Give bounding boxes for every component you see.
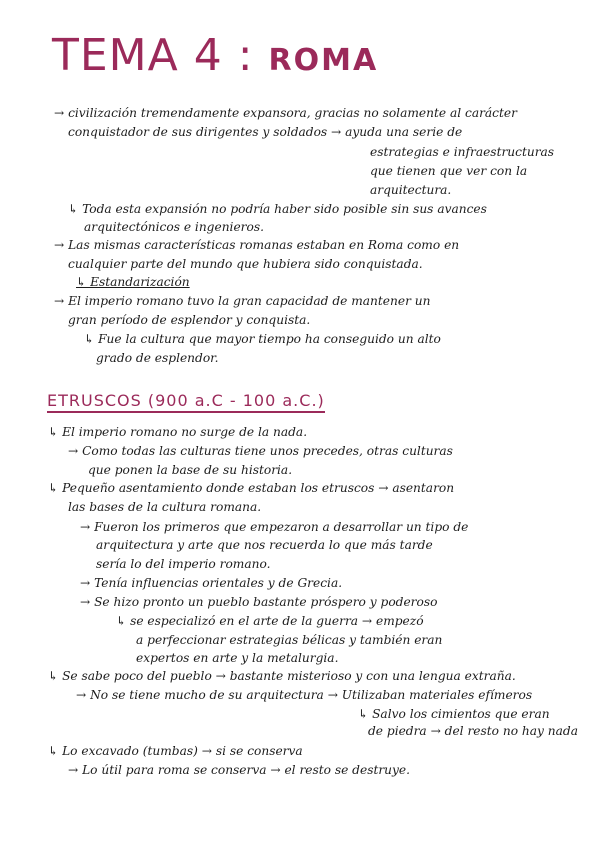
page-title bbox=[52, 30, 378, 81]
note-line: → Se hizo pronto un pueblo bastante próspero y poderoso bbox=[80, 595, 438, 609]
note-line: ↳ El imperio romano no surge de la nada. bbox=[48, 425, 308, 439]
note-line: a perfeccionar estrategias bélicas y también eran bbox=[136, 633, 443, 647]
note-line: ↳ se especializó en el arte de la guerra → empezó bbox=[116, 614, 424, 628]
note-line: arquitectura. bbox=[370, 183, 452, 197]
note-line-underlined: ↳ Estandarización bbox=[76, 275, 190, 289]
note-line: arquitectura y arte que nos recuerda lo que más tarde bbox=[96, 538, 433, 552]
note-line: ↳ Lo excavado (tumbas) → si se conserva bbox=[48, 744, 303, 758]
note-line: ↳ Toda esta expansión no podría haber sido posible sin sus avances bbox=[68, 202, 487, 216]
note-line: → Fueron los primeros que empezaron a desarrollar un tipo de bbox=[80, 520, 469, 534]
note-line: → Como todas las culturas tiene unos precedes, otras culturas bbox=[68, 444, 453, 458]
note-line: conquistador de sus dirigentes y soldados → ayuda una serie de bbox=[68, 125, 463, 139]
note-line: → Las mismas características romanas estaban en Roma como en bbox=[54, 238, 460, 252]
note-line: ↳ Fue la cultura que mayor tiempo ha conseguido un alto bbox=[84, 332, 441, 346]
note-line: grado de esplendor. bbox=[96, 351, 219, 365]
note-line: arquitectónicos e ingenieros. bbox=[84, 220, 264, 234]
note-line: que tienen que ver con la bbox=[370, 164, 528, 178]
note-line: ↳ Se sabe poco del pueblo → bastante misterioso y con una lengua extraña. bbox=[48, 669, 516, 683]
note-line: las bases de la cultura romana. bbox=[68, 500, 262, 514]
note-line: → Tenía influencias orientales y de Grecia. bbox=[80, 576, 343, 590]
note-line: cualquier parte del mundo que hubiera sido conquistada. bbox=[68, 257, 423, 271]
note-line: → No se tiene mucho de su arquitectura → Utilizaban materiales efímeros bbox=[76, 688, 533, 702]
note-line: ↳ Pequeño asentamiento donde estaban los etruscos → asentaron bbox=[48, 481, 455, 495]
section-heading: ETRUSCOS (900 a.C - 100 a.C.) bbox=[47, 391, 325, 413]
title-main: TEMA 4 : bbox=[52, 30, 269, 81]
note-line: que ponen la base de su historia. bbox=[88, 463, 293, 477]
note-line: sería lo del imperio romano. bbox=[96, 557, 271, 571]
note-line: ↳ Salvo los cimientos que eran bbox=[358, 707, 550, 721]
note-line: gran período de esplendor y conquista. bbox=[68, 313, 311, 327]
note-line: expertos en arte y la metalurgia. bbox=[136, 651, 339, 665]
note-line: → Lo útil para roma se conserva → el resto se destruye. bbox=[68, 763, 410, 777]
note-line: → civilización tremendamente expansora, gracias no solamente al carácter bbox=[54, 106, 517, 120]
note-line: estrategias e infraestructuras bbox=[370, 145, 555, 159]
note-line: → El imperio romano tuvo la gran capacidad de mantener un bbox=[54, 294, 431, 308]
note-line: de piedra → del resto no hay nada bbox=[368, 724, 578, 738]
title-sub: ROMA bbox=[268, 43, 379, 78]
